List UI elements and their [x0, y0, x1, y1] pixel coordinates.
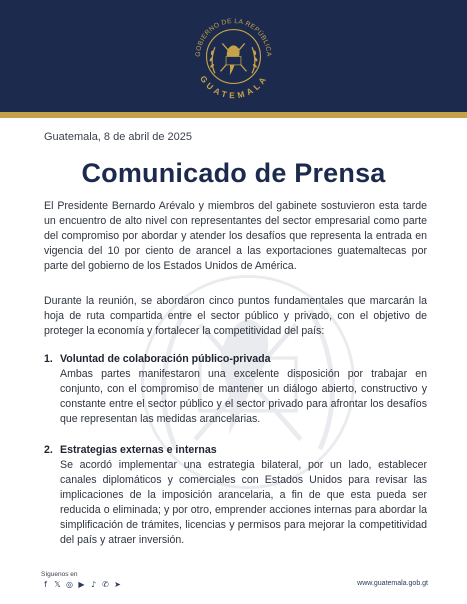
document-title: Comunicado de Prensa: [81, 158, 386, 188]
government-seal-logo: [187, 10, 280, 103]
x-icon[interactable]: 𝕏: [54, 580, 61, 589]
list-item: [44, 352, 427, 427]
seal-top-text: GOBIERNO DE LA REPÚBLICA: [194, 17, 273, 58]
svg-text:GUATEMALA: [198, 74, 269, 101]
tiktok-icon[interactable]: ♪: [90, 580, 97, 589]
list-item: [44, 443, 427, 548]
follow-us-label: Síguenos en: [41, 571, 78, 578]
agenda-paragraph: Durante la reunión, se abordaron cinco puntos fundamentales que marcarán la hoja de ruta compartida entre el sector público y privado, con el objetivo de proteger la economía y fortalecer la competitividad del país:: [44, 295, 427, 337]
list-item-number: 1.: [44, 353, 53, 365]
list-item-heading: Voluntad de colaboración público-privada: [60, 353, 271, 365]
list-item-text: Se acordó implementar una estrategia bilateral, por un lado, establecer canales diplomáticos y comerciales con Estados Unidos para revisar las implicaciones de la imposición arancelaria, a fin de que esta pueda ser reducida o eliminada; y por otro, emprender acciones internas para abordar la simplificación de trámites, licencias y permisos para mejorar la competitividad del país y atraer inversión.: [60, 459, 427, 546]
website-link[interactable]: www.guatemala.gob.gt: [357, 580, 428, 587]
seal-bottom-text: GUATEMALA: [198, 73, 269, 101]
instagram-icon[interactable]: ◎: [66, 580, 73, 589]
social-links: [41, 580, 122, 589]
whatsapp-icon[interactable]: ✆: [102, 580, 109, 589]
intro-paragraph: El Presidente Bernardo Arévalo y miembros del gabinete sostuvieron esta tarde un encuentro de alto nivel con representantes del sector empresarial como parte del compromiso por abordar y atender los desafíos que representa la entrada en vigencia del 10 por ciento de arancel a las exportaciones guatemaltecas por parte del gobierno de los Estados Unidos de América.: [44, 200, 427, 272]
header-banner: [0, 0, 467, 112]
header-gold-rule: [0, 112, 467, 118]
youtube-icon[interactable]: ▶: [78, 580, 85, 589]
telegram-icon[interactable]: ➤: [114, 580, 121, 589]
list-item-number: 2.: [44, 444, 53, 456]
document-date: Guatemala, 8 de abril de 2025: [44, 131, 192, 143]
list-item-text: Ambas partes manifestaron una excelente disposición por trabajar en conjunto, con el compromiso de mantener un diálogo abierto, constructivo y constante entre el sector público y el sector privado para afrontar los desafíos que representan las medidas arancelarias.: [60, 368, 427, 425]
facebook-icon[interactable]: f: [44, 580, 47, 589]
list-item-heading: Estrategias externas e internas: [60, 444, 217, 456]
